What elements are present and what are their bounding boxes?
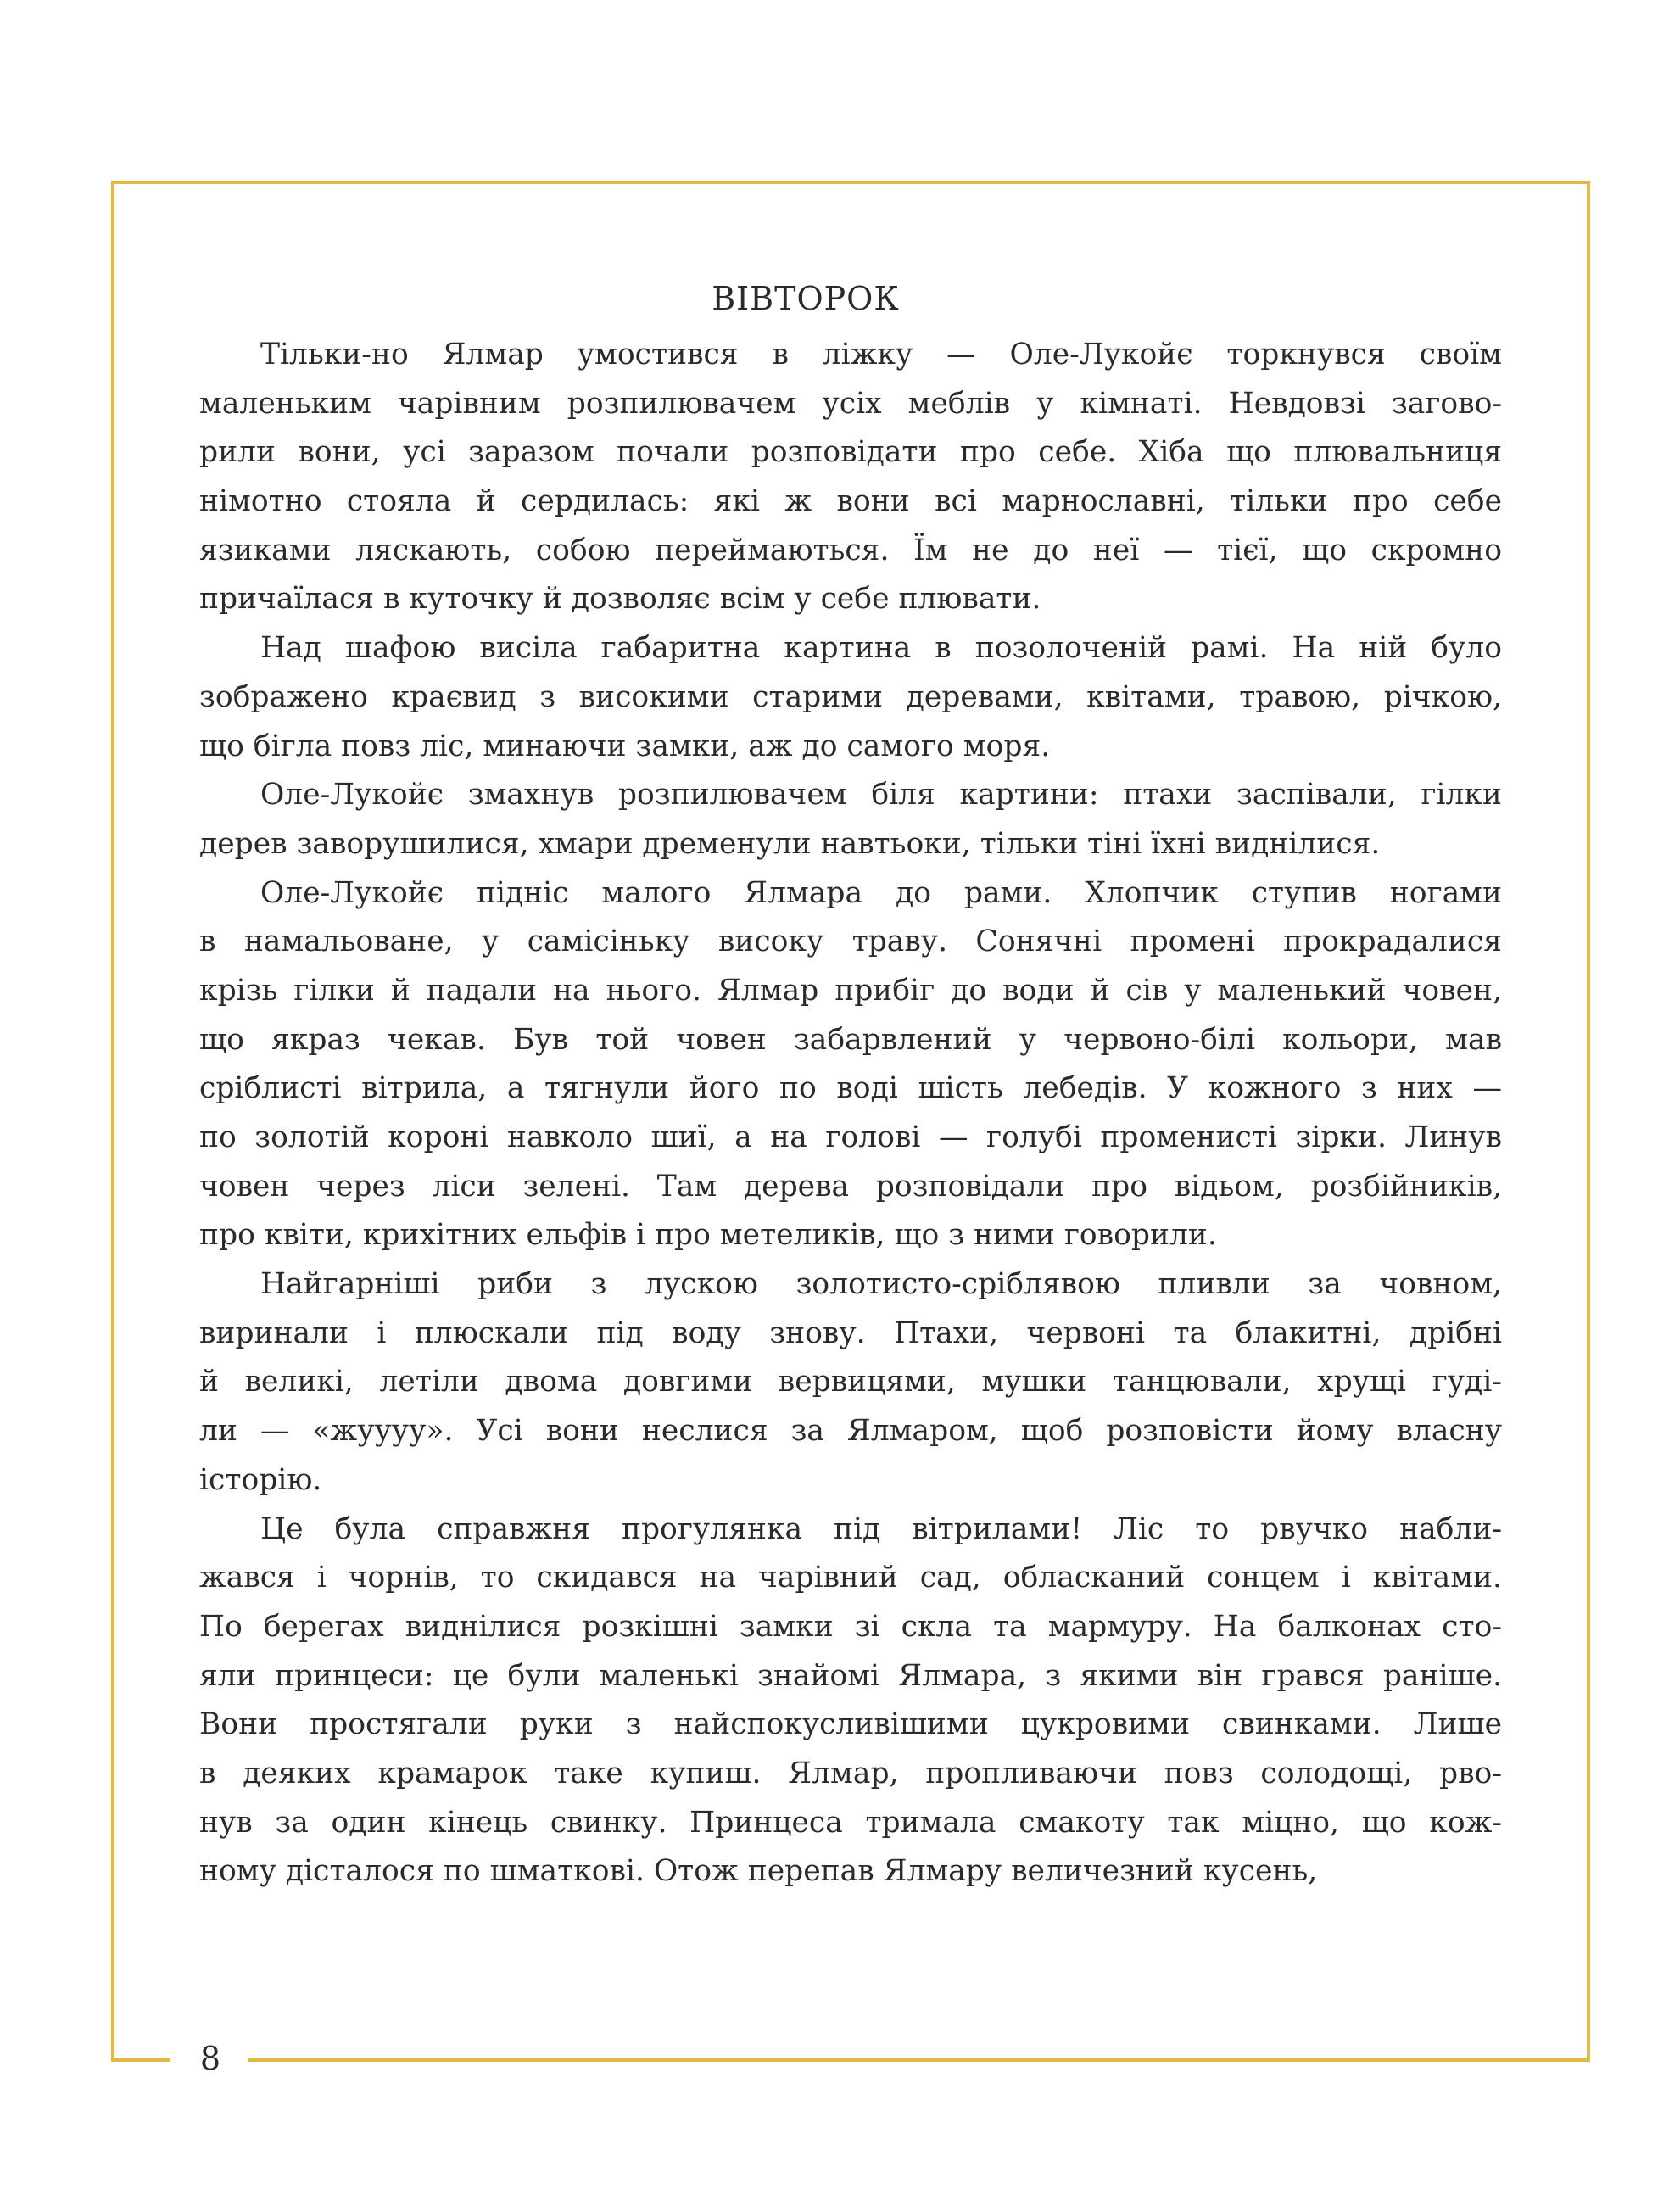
text-line: маленьким чарівним розпилювачем усіх меблів у кімнаті. Невдовзі загово- — [199, 386, 1502, 421]
frame-bottom-border-left — [111, 2058, 170, 2062]
paragraph — [199, 331, 1502, 624]
frame-bottom-border-right — [248, 2058, 1590, 2062]
text-line: в намальоване, у самісіньку високу траву. Сонячні промені прокрадалися — [199, 924, 1502, 959]
text-line: й великі, летіли двома довгими вервицями, мушки танцювали, хрущі гуді- — [199, 1365, 1502, 1399]
text-line: Тільки-но Ялмар умостився в ліжку — Оле-Лукойє торкнувся своїм — [260, 338, 1502, 371]
frame-top-border — [111, 181, 1590, 184]
text-line: По берегах виднілися розкішні замки зі скла та мармуру. На балконах сто- — [199, 1609, 1502, 1644]
paragraph — [199, 771, 1502, 869]
page-number: 8 — [199, 2040, 221, 2077]
text-line: причаїлася в куточку й дозволяє всім у себе плювати. — [199, 582, 1041, 617]
text-line: виринали і плюскали під воду знову. Птахи, червоні та блакитні, дрібні — [199, 1315, 1502, 1350]
text-line: Вони простягали руки з найспокусливішими цукровими свинками. Лише — [199, 1707, 1502, 1742]
text-line: рили вони, усі заразом почали розповідати про себе. Хіба що плювальниця — [199, 435, 1502, 470]
text-line: що бігла повз ліс, минаючи замки, аж до самого моря. — [199, 729, 1051, 763]
text-line: ному дісталося по шматкові. Отож перепав Ялмару величезний кусень, — [199, 1854, 1318, 1889]
text-line: яли принцеси: це були маленькі знайомі Ялмара, з якими він грався раніше. — [199, 1658, 1502, 1693]
text-line: зображено краєвид з високими старими деревами, квітами, травою, річкою, — [199, 679, 1502, 714]
body-text — [199, 331, 1502, 1896]
text-line: Найгарніші риби з лускою золотисто-сріблявою пливли за човном, — [260, 1267, 1502, 1302]
text-line: жався і чорнів, то скидався на чарівний сад, обласканий сонцем і квітами. — [199, 1561, 1502, 1595]
text-line: язиками ляскають, собою переймаються. Їм не до неї — тієї, що скромно — [199, 533, 1502, 567]
frame-right-border — [1587, 181, 1590, 2062]
paragraph — [199, 624, 1502, 771]
paragraph — [199, 869, 1502, 1261]
text-line: в деяких крамарок таке купиш. Ялмар, пропливаючи повз солодощі, рво- — [199, 1756, 1502, 1790]
paragraph — [199, 1260, 1502, 1505]
chapter-heading: ВІВТОРОК — [712, 280, 900, 317]
text-line: Над шафою висіла габаритна картина в позолоченій рамі. На ній було — [260, 631, 1502, 666]
text-line: човен через ліси зелені. Там дерева розповідали про відьом, розбійників, — [199, 1169, 1502, 1204]
paragraph — [199, 1505, 1502, 1897]
text-line: сріблисті вітрила, а тягнули його по воді шість лебедів. У кожного з них — — [199, 1071, 1502, 1106]
text-line: що якраз чекав. Був той човен забарвлений у червоно-білі кольори, мав — [199, 1022, 1502, 1057]
text-line: історію. — [199, 1462, 322, 1497]
text-line: про квіти, крихітних ельфів і про метеликів, що з ними говорили. — [199, 1218, 1217, 1253]
text-line: німотно стояла й сердилась: які ж вони всі марнославні, тільки про себе — [199, 484, 1502, 519]
frame-left-border — [111, 181, 114, 2062]
text-line: крізь гілки й падали на нього. Ялмар прибіг до води й сів у маленький човен, — [199, 973, 1502, 1008]
text-line: дерев заворушилися, хмари дременули навтьоки, тільки тіні їхні виднілися. — [199, 826, 1381, 861]
text-line: ли — «жуууу». Усі вони неслися за Ялмаром, щоб розповісти йому власну — [199, 1414, 1502, 1449]
text-line: нув за один кінець свинку. Принцеса тримала смакоту так міцно, що кож- — [199, 1805, 1502, 1840]
text-line: Оле-Лукойє підніс малого Ялмара до рами. Хлопчик ступив ногами — [260, 875, 1502, 910]
text-line: по золотій короні навколо шиї, а на голові — голубі променисті зірки. Линув — [199, 1120, 1502, 1154]
text-line: Оле-Лукойє змахнув розпилювачем біля картини: птахи заспівали, гілки — [260, 778, 1502, 813]
text-line: Це була справжня прогулянка під вітрилами! Ліс то рвучко набли- — [260, 1511, 1502, 1546]
